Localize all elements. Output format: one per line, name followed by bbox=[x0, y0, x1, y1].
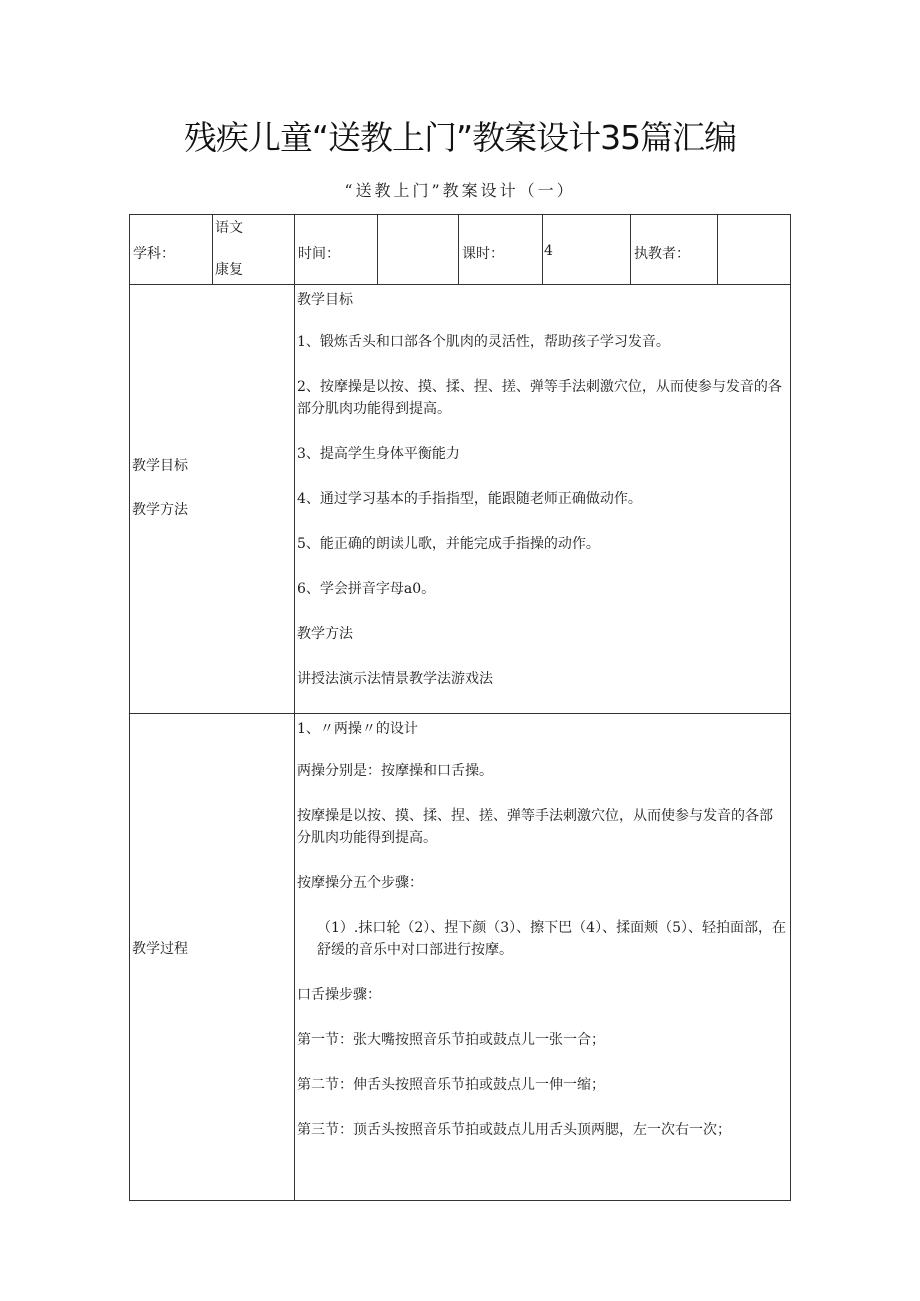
objectives-row bbox=[130, 285, 791, 714]
objective-item: 5、能正确的朗读儿歌，并能完成手指操的动作。 bbox=[297, 536, 600, 552]
objectives-heading: 教学目标 bbox=[297, 292, 353, 308]
time-label-cell bbox=[295, 215, 378, 285]
objectives-content-cell bbox=[295, 285, 791, 714]
hours-value: 4 bbox=[544, 243, 553, 259]
methods-heading: 教学方法 bbox=[297, 626, 353, 642]
objective-item: 1、锻炼舌头和口部各个肌肉的灵活性，帮助孩子学习发音。 bbox=[297, 334, 670, 350]
process-label: 教学过程 bbox=[132, 941, 188, 957]
objective-item: 3、提高学生身体平衡能力 bbox=[297, 446, 460, 462]
teacher-value bbox=[718, 215, 790, 243]
methods-label: 教学方法 bbox=[132, 502, 188, 518]
process-paragraph: 按摩操是以按、摸、揉、捏、搓、弹等手法刺激穴位，从而使参与发音的各部分肌肉功能得到提高。 bbox=[297, 808, 773, 846]
objectives-label: 教学目标 bbox=[132, 458, 188, 474]
time-value-cell bbox=[378, 215, 459, 285]
process-paragraph: 口舌操步骤： bbox=[297, 987, 381, 1003]
document-title: 残疾儿童“送教上门”教案设计35篇汇编 bbox=[183, 118, 737, 157]
teacher-label-cell bbox=[631, 215, 718, 285]
hours-label: 课时： bbox=[462, 246, 504, 262]
process-label-cell bbox=[130, 714, 295, 1201]
hours-value-cell bbox=[543, 215, 631, 285]
process-paragraph: 第二节：伸舌头按照音乐节拍或鼓点儿一伸一缩； bbox=[297, 1077, 605, 1093]
process-content-cell bbox=[295, 714, 791, 1201]
objective-item: 2、按摩操是以按、摸、揉、捏、搓、弹等手法刺激穴位，从而使参与发音的各部分肌肉功能得到提高。 bbox=[297, 379, 782, 417]
process-paragraph: 两操分别是：按摩操和口舌操。 bbox=[297, 763, 493, 779]
teacher-label: 执教者： bbox=[634, 246, 690, 262]
hours-label-cell bbox=[459, 215, 543, 285]
objective-item: 6、学会拼音字母a0。 bbox=[297, 581, 436, 597]
objectives-label-cell bbox=[130, 285, 295, 714]
subject-value-chinese: 语文 bbox=[215, 220, 243, 236]
process-paragraph: （1）.抹口轮（2）、捏下颜（3）、擦下巴（4）、揉面颊（5）、轻拍面部，在舒缓的音乐中对口部进行按摩。 bbox=[317, 920, 786, 958]
time-label: 时间： bbox=[298, 246, 340, 262]
process-paragraph: 按摩操分五个步骤： bbox=[297, 875, 423, 891]
process-paragraph: 1、〃两操〃的设计 bbox=[297, 721, 418, 737]
methods-list: 讲授法演示法情景教学法游戏法 bbox=[297, 671, 493, 687]
objective-item: 4、通过学习基本的手指指型，能跟随老师正确做动作。 bbox=[297, 491, 642, 507]
process-paragraph: 第一节：张大嘴按照音乐节拍或鼓点儿一张一合； bbox=[297, 1032, 605, 1048]
time-value bbox=[378, 215, 458, 243]
subject-label: 学科： bbox=[133, 246, 175, 262]
subject-label-cell bbox=[130, 215, 213, 285]
process-paragraph: 第三节：顶舌头按照音乐节拍或鼓点儿用舌头顶两腮，左一次右一次； bbox=[297, 1122, 731, 1138]
teacher-value-cell bbox=[718, 215, 791, 285]
subject-value-rehab: 康复 bbox=[215, 262, 243, 278]
process-row bbox=[130, 714, 791, 1201]
header-row bbox=[130, 215, 791, 285]
lesson-subtitle: “送教上门”教案设计（一） bbox=[344, 181, 576, 200]
lesson-plan-table bbox=[129, 214, 791, 1201]
subject-value-cell bbox=[213, 215, 295, 285]
